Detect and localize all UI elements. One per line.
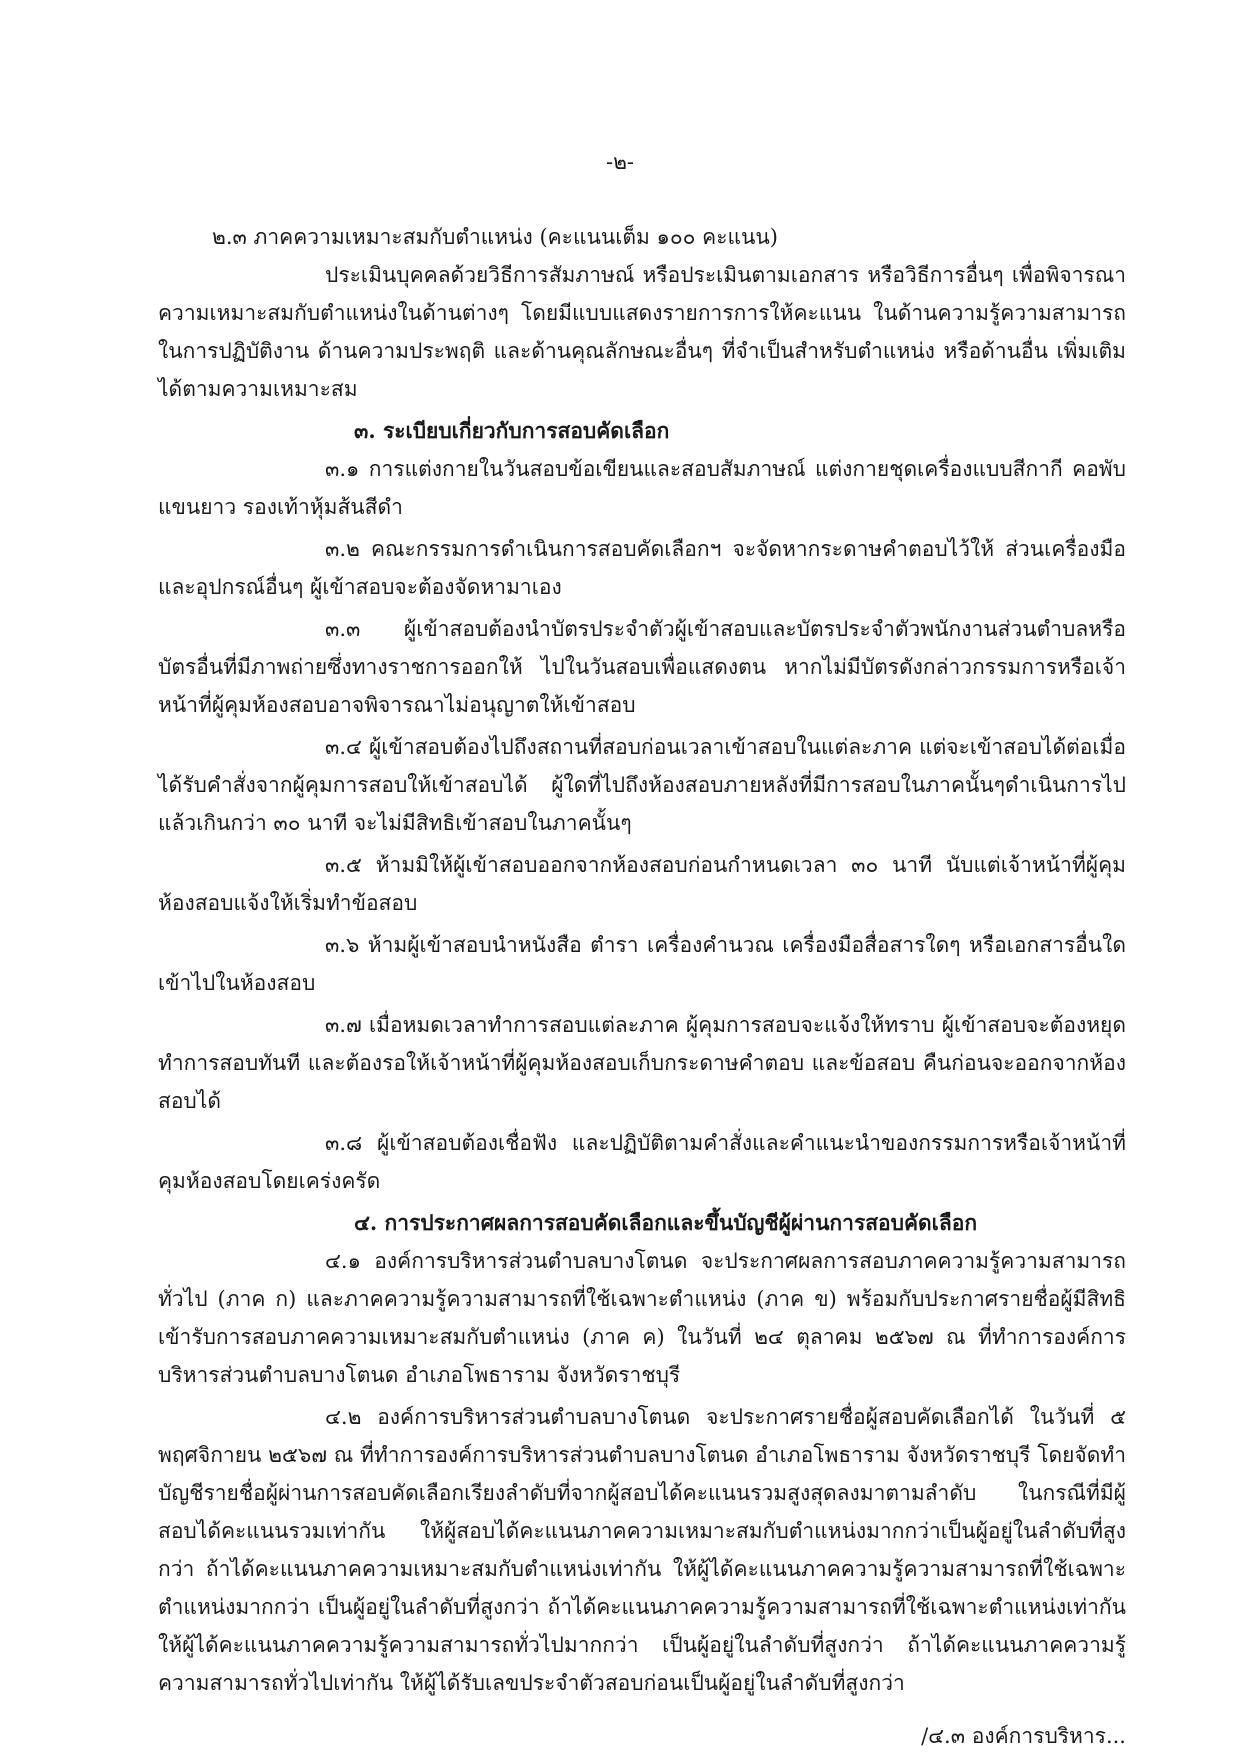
- section-3-item: ๓.๒ คณะกรรมการดำเนินการสอบคัดเลือกฯ จะจัดหากระดาษคำตอบไว้ให้ ส่วนเครื่องมือและอุปกรณ์อื่นๆ ผู้เข้าสอบจะต้องจัดหามาเอง: [158, 537, 1126, 599]
- section-3-item: ๓.๘ ผู้เข้าสอบต้องเชื่อฟัง และปฏิบัติตามคำสั่งและคำแนะนำของกรรมการหรือเจ้าหน้าที่คุมห้องสอบโดยเคร่งครัด: [158, 1131, 1126, 1193]
- document-body: [158, 218, 1126, 1702]
- section-3-item: ๓.๗ เมื่อหมดเวลาทำการสอบแต่ละภาค ผู้คุมการสอบจะแจ้งให้ทราบ ผู้เข้าสอบจะต้องหยุดทำการสอบทันที และต้องรอให้เจ้าหน้าที่ผู้คุมห้องสอบเก็บกระดาษคำตอบ และข้อสอบ คืนก่อนจะออกจากห้องสอบได้: [158, 1013, 1126, 1113]
- section-3-item: ๓.๓ ผู้เข้าสอบต้องนำบัตรประจำตัวผู้เข้าสอบและบัตรประจำตัวพนักงานส่วนตำบลหรือบัตรอื่นที่มีภาพถ่ายซึ่งทางราชการออกให้ ไปในวันสอบเพื่อแสดงตน หากไม่มีบัตรดังกล่าวกรรมการหรือเจ้าหน้าที่ผู้คุมห้องสอบอาจพิจารณาไม่อนุญาตให้เข้าสอบ: [158, 617, 1126, 717]
- section-3-item: ๓.๔ ผู้เข้าสอบต้องไปถึงสถานที่สอบก่อนเวลาเข้าสอบในแต่ละภาค แต่จะเข้าสอบได้ต่อเมื่อได้รับคำสั่งจากผู้คุมการสอบให้เข้าสอบได้ ผู้ใดที่ไปถึงห้องสอบภายหลังที่มีการสอบในภาคนั้นๆดำเนินการไปแล้วเกินกว่า ๓๐ นาที จะไม่มีสิทธิเข้าสอบในภาคนั้นๆ: [158, 735, 1126, 835]
- section-2-3-body: ประเมินบุคคลด้วยวิธีการสัมภาษณ์ หรือประเมินตามเอกสาร หรือวิธีการอื่นๆ เพื่อพิจารณาความเหมาะสมกับตำแหน่งในด้านต่างๆ โดยมีแบบแสดงรายการการให้คะแนน ในด้านความรู้ความสามารถในการปฏิบัติงาน ด้านความประพฤติ และด้านคุณลักษณะอื่นๆ ที่จำเป็นสำหรับตำแหน่ง หรือด้านอื่น เพิ่มเติมได้ตามความเหมาะสม: [158, 263, 1126, 401]
- section-3-heading: ๓. ระเบียบเกี่ยวกับการสอบคัดเลือก: [354, 418, 670, 443]
- section-4-item: ๔.๒ องค์การบริหารส่วนตำบลบางโตนด จะประกาศรายชื่อผู้สอบคัดเลือกได้ ในวันที่ ๕ พฤศจิกายน ๒๕๖๗ ณ ที่ทำการองค์การบริหารส่วนตำบลบางโตนด อำเภอโพธาราม จังหวัดราชบุรี โดยจัดทำบัญชีรายชื่อผู้ผ่านการสอบคัดเลือกเรียงลำดับที่จากผู้สอบได้คะแนนรวมสูงสุดลงมาตามลำดับ ในกรณีที่มีผู้สอบได้คะแนนรวมเท่ากัน ให้ผู้สอบได้คะแนนภาคความเหมาะสมกับตำแหน่งมากกว่าเป็นผู้อยู่ในลำดับที่สูงกว่า ถ้าได้คะแนนภาคความเหมาะสมกับตำแหน่งเท่ากัน ให้ผู้ได้คะแนนภาคความรู้ความสามารถที่ใช้เฉพาะตำแหน่งมากกว่า เป็นผู้อยู่ในลำดับที่สูงกว่า ถ้าได้คะแนนภาคความรู้ความสามารถที่ใช้เฉพาะตำแหน่งเท่ากัน ให้ผู้ได้คะแนนภาคความรู้ความสามารถทั่วไปมากกว่า เป็นผู้อยู่ในลำดับที่สูงกว่า ถ้าได้คะแนนภาคความรู้ความสามารถทั่วไปเท่ากัน ให้ผู้ได้รับเลขประจำตัวสอบก่อนเป็นผู้อยู่ในลำดับที่สูงกว่า: [158, 1405, 1126, 1695]
- continuation-note: /๔.๓ องค์การบริหาร...: [921, 1724, 1126, 1748]
- section-3-item: ๓.๕ ห้ามมิให้ผู้เข้าสอบออกจากห้องสอบก่อนกำหนดเวลา ๓๐ นาที นับแต่เจ้าหน้าที่ผู้คุมห้องสอบแจ้งให้เริ่มทำข้อสอบ: [158, 853, 1126, 915]
- section-3-item: ๓.๖ ห้ามผู้เข้าสอบนำหนังสือ ตำรา เครื่องคำนวณ เครื่องมือสื่อสารใดๆ หรือเอกสารอื่นใดเข้าไปในห้องสอบ: [158, 933, 1126, 995]
- page-number: -๒-: [605, 150, 635, 174]
- section-2-3-title: ๒.๓ ภาคความเหมาะสมกับตำแหน่ง (คะแนนเต็ม ๑๐๐ คะแนน): [212, 225, 778, 249]
- section-3-item: ๓.๑ การแต่งกายในวันสอบข้อเขียนและสอบสัมภาษณ์ แต่งกายชุดเครื่องแบบสีกากี คอพับ แขนยาว รองเท้าหุ้มส้นสีดำ: [158, 457, 1126, 519]
- section-4-heading: ๔. การประกาศผลการสอบคัดเลือกและขึ้นบัญชีผู้ผ่านการสอบคัดเลือก: [354, 1210, 978, 1235]
- section-4-item: ๔.๑ องค์การบริหารส่วนตำบลบางโตนด จะประกาศผลการสอบภาคความรู้ความสามารถทั่วไป (ภาค ก) และภาคความรู้ความสามารถที่ใช้เฉพาะตำแหน่ง (ภาค ข) พร้อมกับประกาศรายชื่อผู้มีสิทธิเข้ารับการสอบภาคความเหมาะสมกับตำแหน่ง (ภาค ค) ในวันที่ ๒๔ ตุลาคม ๒๕๖๗ ณ ที่ทำการองค์การบริหารส่วนตำบลบางโตนด อำเภอโพธาราม จังหวัดราชบุรี: [158, 1249, 1126, 1387]
